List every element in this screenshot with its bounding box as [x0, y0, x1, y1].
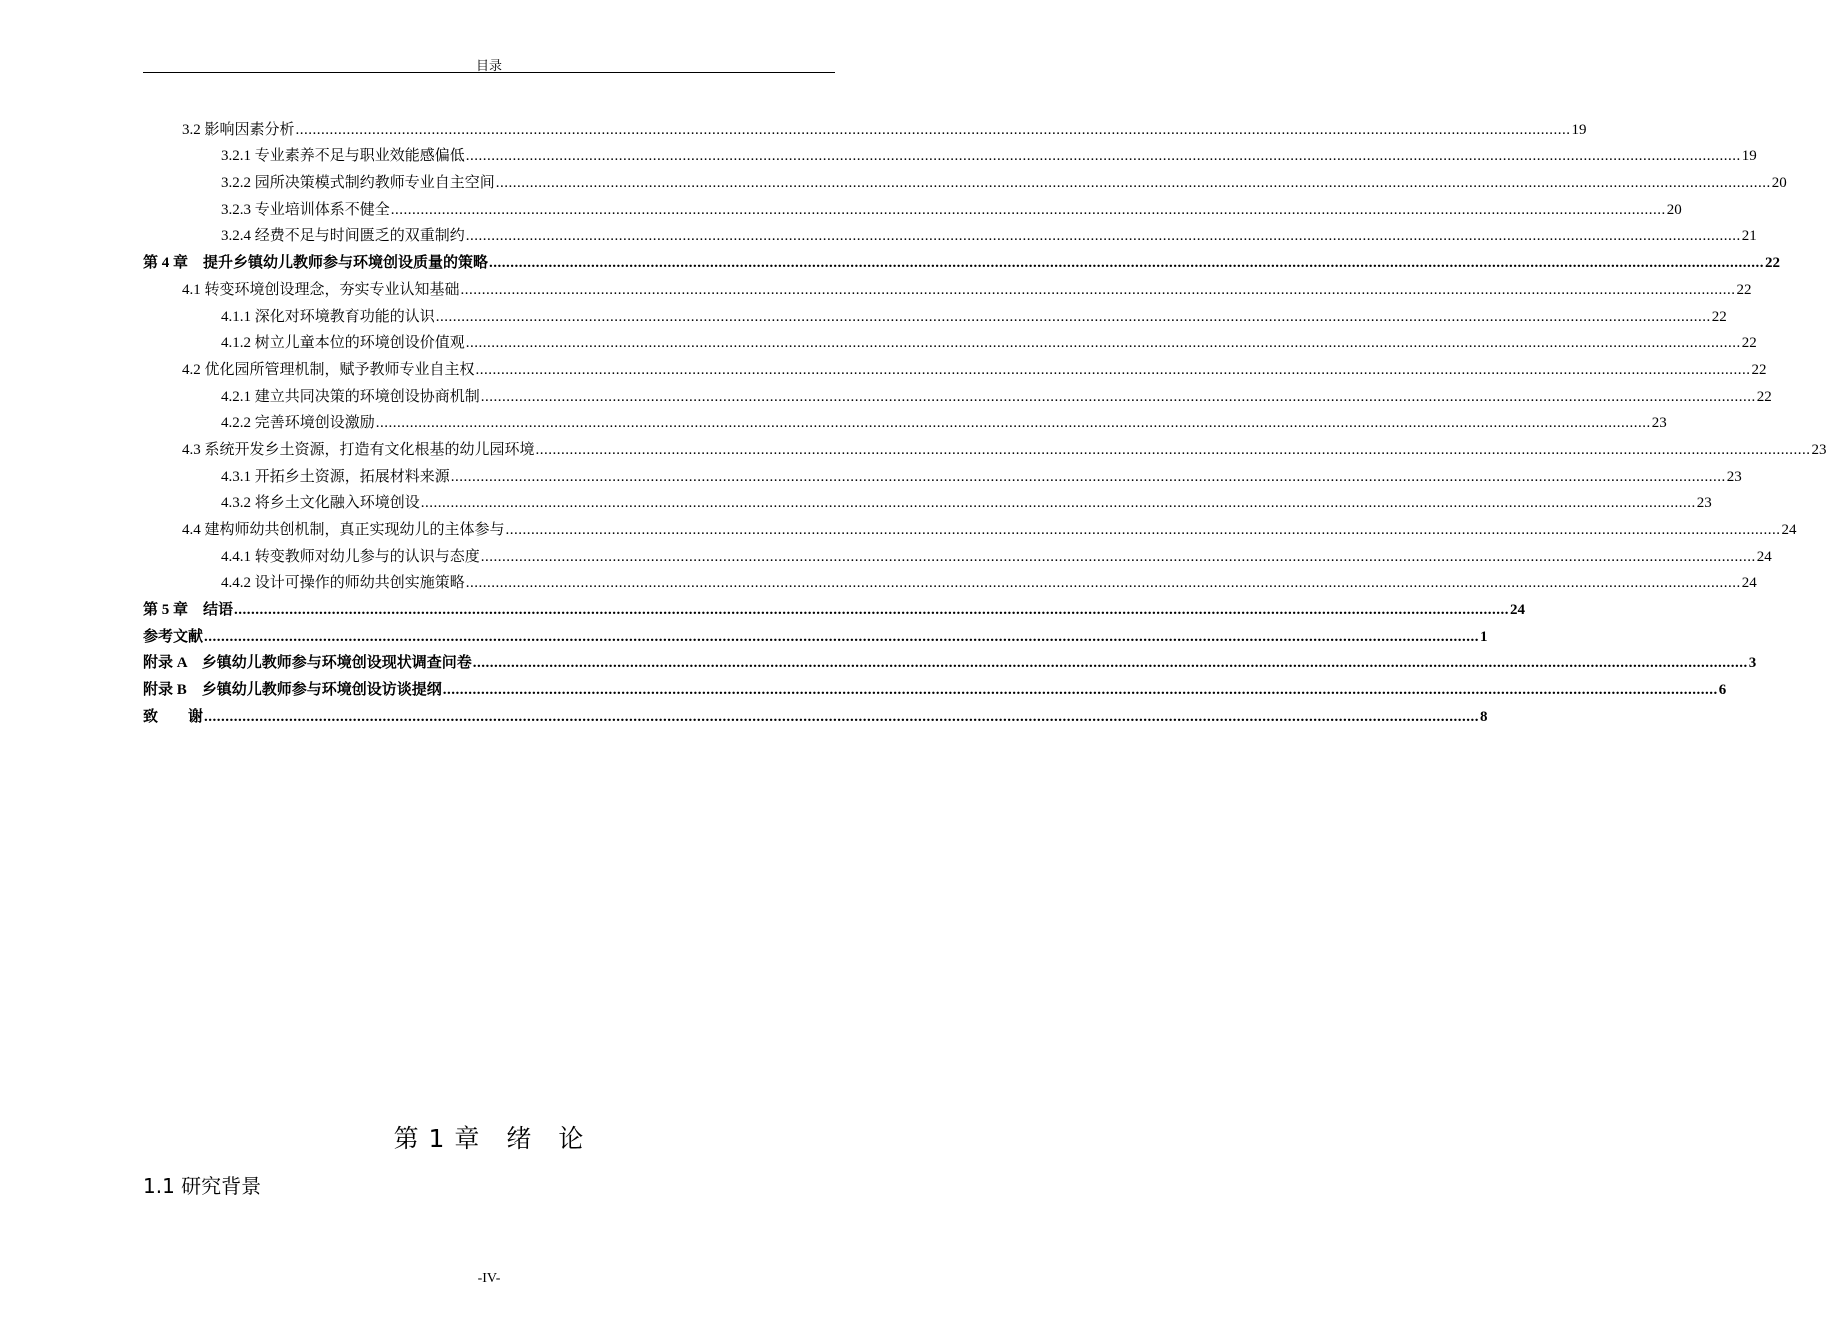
toc-entry-page: 19	[1571, 121, 1587, 138]
toc-entry[interactable]	[143, 593, 1526, 620]
toc-entry-title: 4.2.1 建立共同决策的环境创设协商机制	[221, 388, 480, 405]
toc-entry-title: 4.3 系统开发乡土资源，打造有文化根基的幼儿园环境	[182, 441, 535, 458]
section-title: 1.1 研究背景	[143, 1174, 262, 1198]
toc-entry[interactable]	[143, 327, 1757, 354]
toc-dot-leader: ............................................................................................................................................................................................................................................................................................................	[495, 175, 1771, 192]
toc-entry-title: 4.2 优化园所管理机制，赋予教师专业自主权	[182, 361, 475, 378]
table-of-contents	[143, 113, 1827, 727]
toc-entry-title: 致 谢	[143, 708, 204, 725]
toc-dot-leader: ............................................................................................................................................................................................................................................................................................................	[535, 441, 1811, 458]
running-header: 目录	[475, 58, 502, 73]
toc-entry-page: 23	[1726, 468, 1742, 485]
toc-entry-title: 3.2 影响因素分析	[182, 121, 295, 138]
toc-entry[interactable]	[143, 113, 1587, 140]
toc-entry-page: 22	[1711, 308, 1727, 325]
toc-entry[interactable]	[143, 433, 1827, 460]
toc-dot-leader: ............................................................................................................................................................................................................................................................................................................	[450, 468, 1726, 485]
toc-dot-leader: ............................................................................................................................................................................................................................................................................................................	[234, 602, 1510, 619]
toc-entry[interactable]	[143, 513, 1797, 540]
toc-entry[interactable]	[143, 220, 1757, 247]
toc-entry-title: 3.2.3 专业培训体系不健全	[221, 201, 390, 218]
toc-dot-leader: ............................................................................................................................................................................................................................................................................................................	[442, 682, 1718, 699]
toc-entry-title: 4.1.2 树立儿童本位的环境创设价值观	[221, 335, 465, 352]
toc-entry[interactable]	[143, 567, 1757, 594]
toc-entry-title: 4.4.2 设计可操作的师幼共创实施策略	[221, 575, 465, 592]
toc-entry-title: 3.2.2 园所决策模式制约教师专业自主空间	[221, 175, 495, 192]
header-rule	[143, 72, 835, 73]
toc-entry[interactable]	[143, 540, 1772, 567]
toc-dot-leader: ............................................................................................................................................................................................................................................................................................................	[460, 281, 1736, 298]
toc-entry[interactable]	[143, 273, 1752, 300]
toc-entry-page: 19	[1741, 148, 1757, 165]
toc-entry-page: 21	[1741, 228, 1757, 245]
toc-dot-leader: ............................................................................................................................................................................................................................................................................................................	[465, 228, 1741, 245]
toc-dot-leader: ............................................................................................................................................................................................................................................................................................................	[435, 308, 1711, 325]
toc-entry-page: 8	[1480, 708, 1488, 725]
toc-entry[interactable]	[143, 193, 1682, 220]
toc-entry-page: 20	[1666, 201, 1682, 218]
toc-dot-leader: ............................................................................................................................................................................................................................................................................................................	[204, 628, 1480, 645]
toc-dot-leader: ............................................................................................................................................................................................................................................................................................................	[480, 548, 1756, 565]
toc-dot-leader: ............................................................................................................................................................................................................................................................................................................	[390, 201, 1666, 218]
toc-entry-title: 4.4 建构师幼共创机制，真正实现幼儿的主体参与	[182, 522, 505, 538]
toc-entry-page: 22	[1765, 255, 1781, 272]
toc-entry-page: 24	[1756, 548, 1772, 565]
toc-dot-leader: ............................................................................................................................................................................................................................................................................................................	[204, 708, 1480, 725]
toc-entry-title: 4.2.2 完善环境创设激励	[221, 415, 375, 432]
toc-entry[interactable]	[143, 246, 1781, 273]
toc-entry[interactable]	[143, 166, 1787, 193]
toc-entry-page: 24	[1781, 522, 1797, 538]
toc-entry[interactable]	[143, 647, 1757, 674]
chapter-title: 第 1 章 绪 论	[393, 1124, 585, 1153]
toc-entry-title: 4.1.1 深化对环境教育功能的认识	[221, 308, 435, 325]
toc-dot-leader: ............................................................................................................................................................................................................................................................................................................	[475, 361, 1751, 378]
toc-dot-leader: ............................................................................................................................................................................................................................................................................................................	[465, 148, 1741, 165]
toc-entry[interactable]	[143, 380, 1772, 407]
toc-entry-page: 6	[1718, 682, 1727, 699]
toc-entry-page: 22	[1736, 281, 1752, 298]
toc-dot-leader: ............................................................................................................................................................................................................................................................................................................	[505, 522, 1781, 538]
toc-entry[interactable]	[143, 620, 1488, 647]
toc-entry-title: 3.2.4 经费不足与时间匮乏的双重制约	[221, 228, 465, 245]
toc-entry-page: 3	[1748, 655, 1757, 672]
toc-entry-page: 20	[1771, 175, 1787, 192]
toc-entry-page: 23	[1696, 495, 1712, 512]
toc-entry-page: 22	[1741, 335, 1757, 352]
toc-entry-page: 24	[1741, 575, 1757, 592]
toc-entry-title: 3.2.1 专业素养不足与职业效能感偏低	[221, 148, 465, 165]
toc-entry-title: 参考文献	[143, 628, 204, 645]
toc-entry-title: 4.3.1 开拓乡土资源，拓展材料来源	[221, 468, 450, 485]
toc-entry-page: 24	[1510, 602, 1526, 619]
page-number: -IV-	[477, 1271, 501, 1286]
toc-entry[interactable]	[143, 407, 1667, 434]
toc-entry-page: 1	[1480, 628, 1488, 645]
toc-entry-title: 附录 A 乡镇幼儿教师参与环境创设现状调查问卷	[143, 655, 472, 672]
toc-entry-title: 4.4.1 转变教师对幼儿参与的认识与态度	[221, 548, 480, 565]
toc-dot-leader: ............................................................................................................................................................................................................................................................................................................	[489, 255, 1765, 272]
toc-entry-title: 4.3.2 将乡土文化融入环境创设	[221, 495, 420, 512]
toc-dot-leader: ............................................................................................................................................................................................................................................................................................................	[465, 575, 1741, 592]
toc-entry[interactable]	[143, 487, 1712, 514]
toc-entry-title: 第 4 章 提升乡镇幼儿教师参与环境创设质量的策略	[143, 255, 489, 272]
toc-entry-page: 22	[1756, 388, 1772, 405]
toc-entry-title: 4.1 转变环境创设理念，夯实专业认知基础	[182, 281, 460, 298]
toc-entry-page: 23	[1651, 415, 1667, 432]
toc-dot-leader: ............................................................................................................................................................................................................................................................................................................	[465, 335, 1741, 352]
toc-entry[interactable]	[143, 700, 1488, 727]
toc-entry[interactable]	[143, 673, 1727, 700]
toc-dot-leader: ............................................................................................................................................................................................................................................................................................................	[375, 415, 1651, 432]
toc-entry[interactable]	[143, 300, 1727, 327]
toc-dot-leader: ............................................................................................................................................................................................................................................................................................................	[480, 388, 1756, 405]
toc-entry[interactable]	[143, 140, 1757, 167]
toc-entry[interactable]	[143, 460, 1742, 487]
toc-entry-page: 23	[1811, 441, 1827, 458]
toc-dot-leader: ............................................................................................................................................................................................................................................................................................................	[420, 495, 1696, 512]
toc-dot-leader: ............................................................................................................................................................................................................................................................................................................	[295, 121, 1571, 138]
toc-dot-leader: ............................................................................................................................................................................................................................................................................................................	[472, 655, 1748, 672]
toc-entry-title: 第 5 章 结语	[143, 602, 234, 619]
toc-entry-page: 22	[1751, 361, 1767, 378]
toc-entry-title: 附录 B 乡镇幼儿教师参与环境创设访谈提纲	[143, 682, 442, 699]
toc-entry[interactable]	[143, 353, 1767, 380]
